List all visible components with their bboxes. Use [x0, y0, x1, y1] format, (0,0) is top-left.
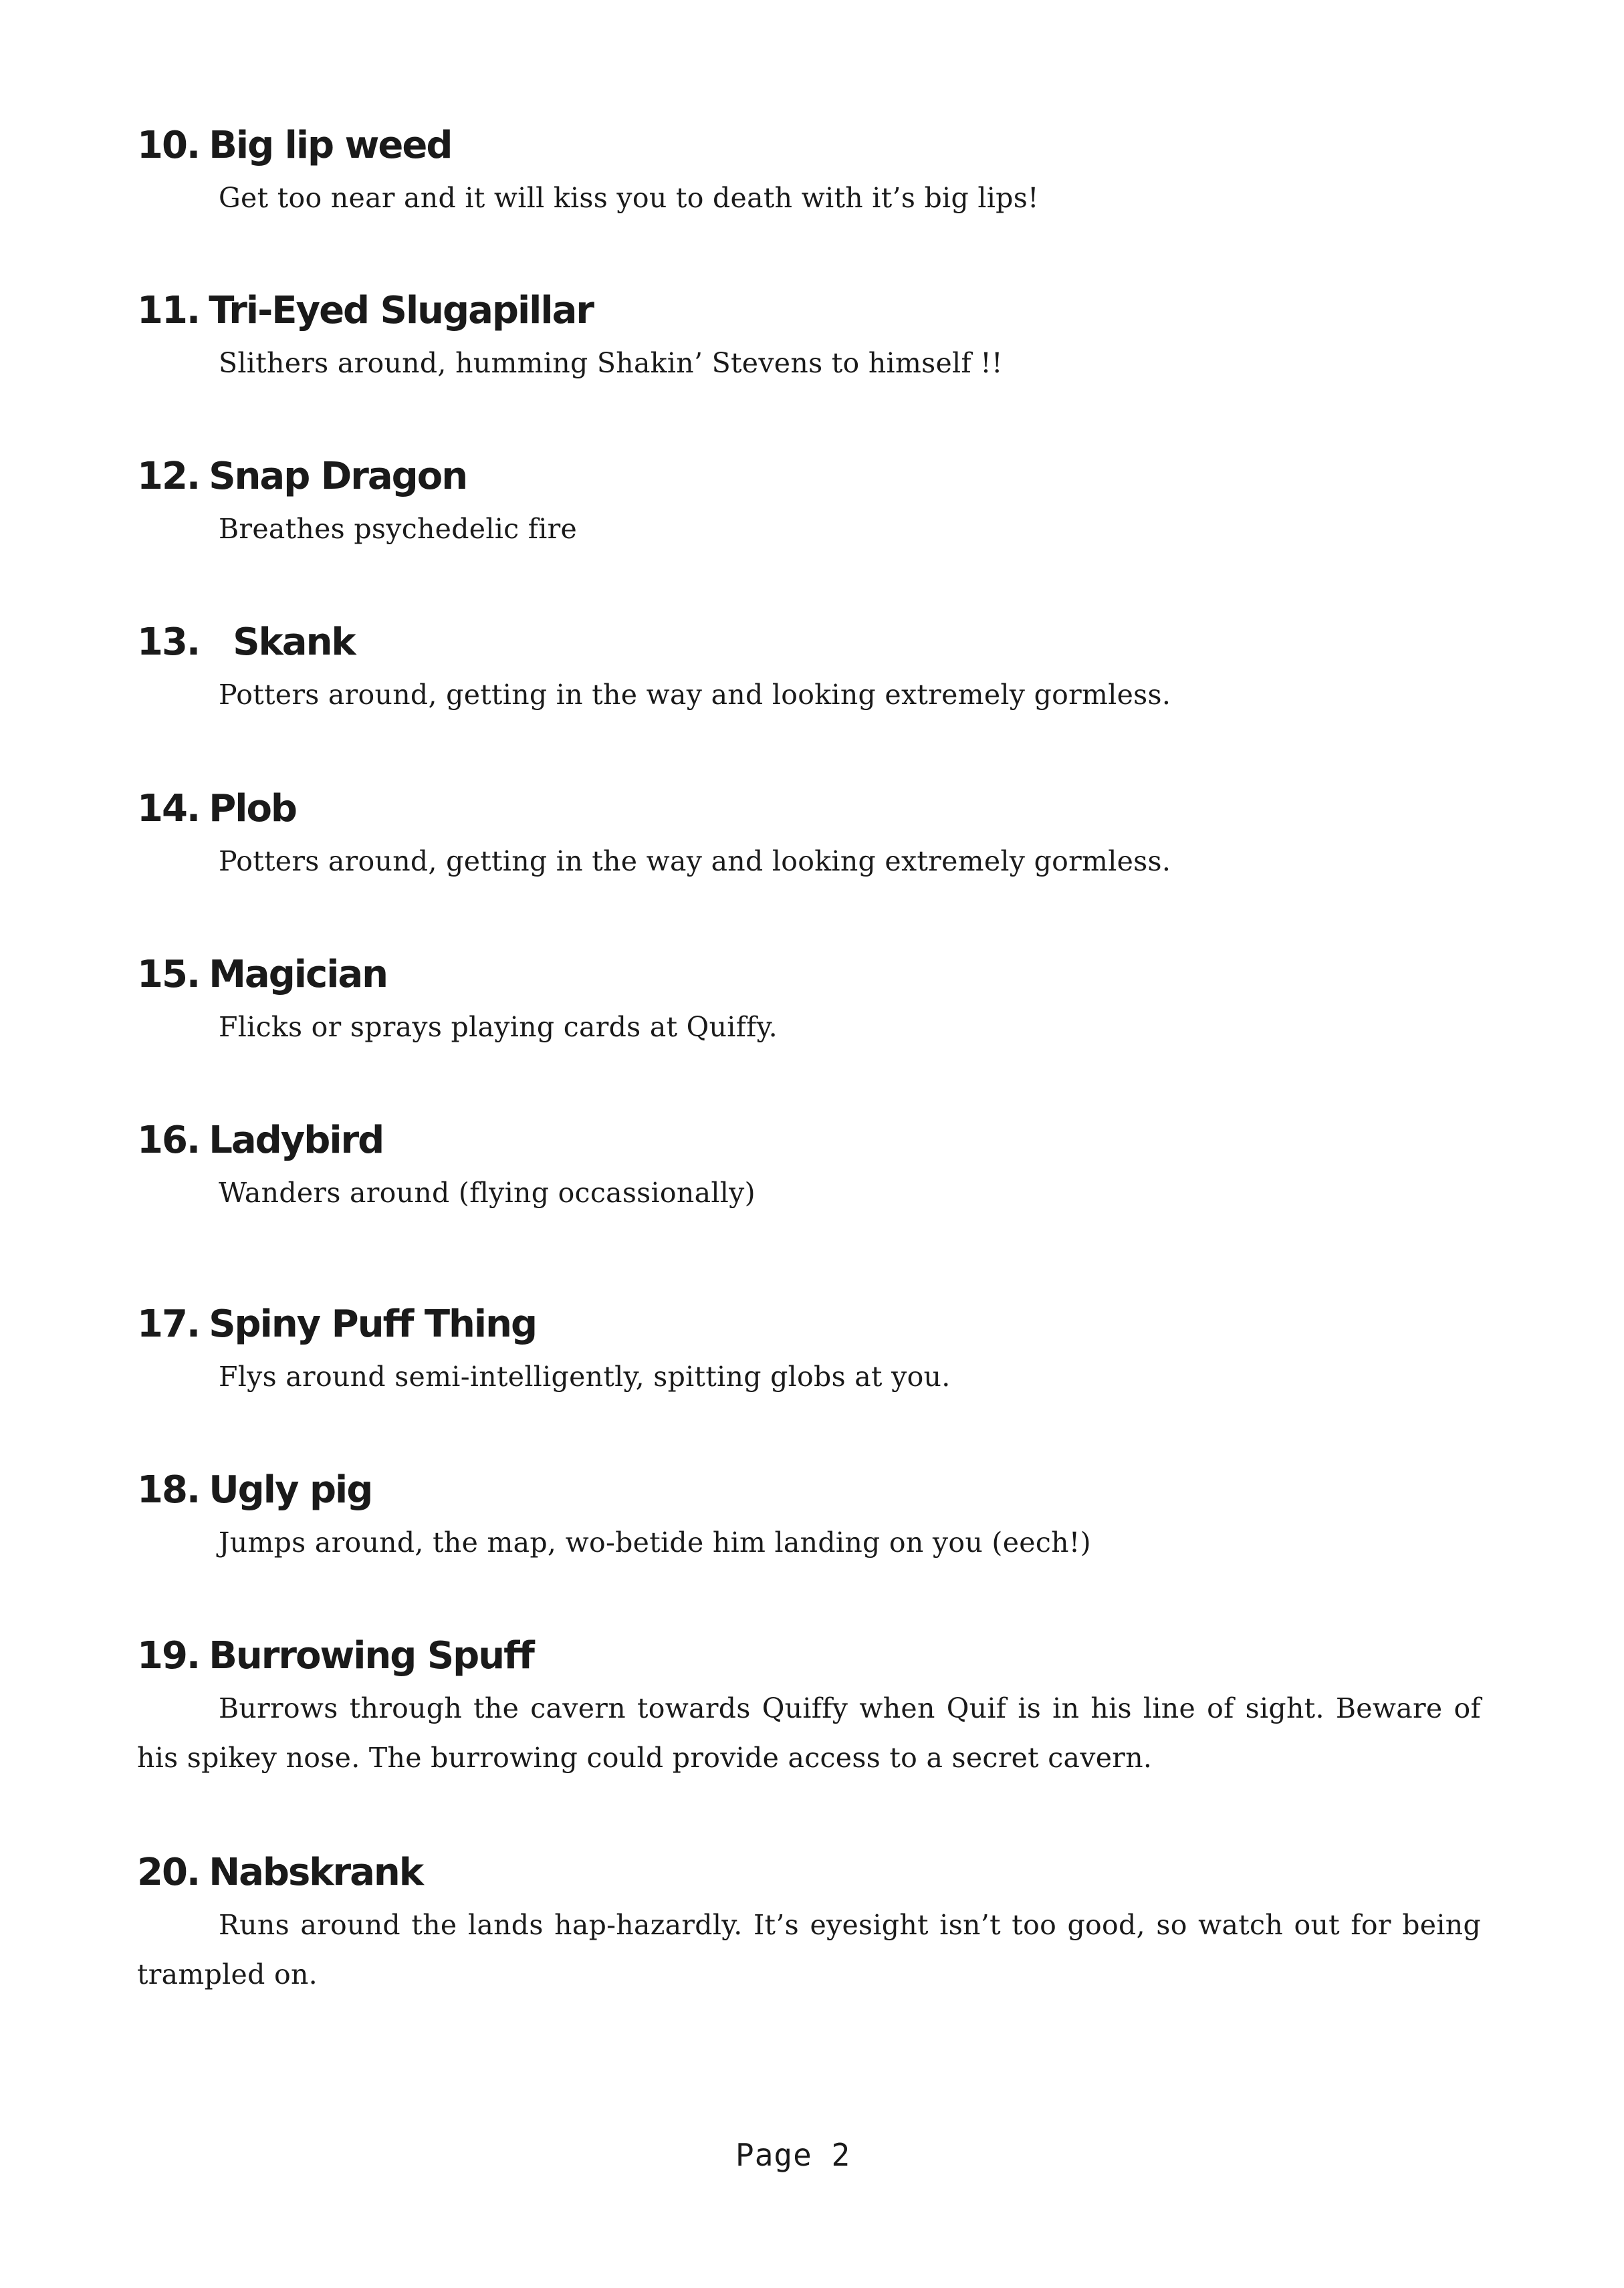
- entry-name: Nabskrank: [209, 1851, 423, 1894]
- entry-description: Breathes psychedelic fire: [219, 513, 578, 545]
- entry-number: 12.: [137, 455, 200, 498]
- entry-ugly-pig: [137, 1467, 1481, 1567]
- entry-name: Skank: [233, 620, 355, 664]
- entry-skank: [137, 619, 1481, 719]
- page-number: Page 2: [735, 2137, 851, 2173]
- entry-description: Get too near and it will kiss you to death with it’s big lips!: [219, 182, 1039, 214]
- entry-snap-dragon: [137, 453, 1481, 554]
- entry-title: [137, 786, 1481, 832]
- entry-description: Burrows through the cavern towards Quiffy when Quif is in his line of sight. Beware of his spikey nose. The burrowing could provide access to a secret cavern.: [137, 1692, 1481, 1774]
- entry-number: 15.: [137, 953, 200, 996]
- entry-title: [137, 1849, 1481, 1896]
- entry-nabskrank: [137, 1849, 1481, 1999]
- entry-title: [137, 288, 1481, 334]
- entry-description: Potters around, getting in the way and looking extremely gormless.: [219, 679, 1171, 711]
- entry-name: Spiny Puff Thing: [209, 1302, 537, 1346]
- entry-name: Plob: [209, 787, 296, 830]
- entry-description: Jumps around, the map, wo-betide him landing on you (eech!): [219, 1526, 1091, 1559]
- entry-title: [137, 1633, 1481, 1680]
- entry-title: [137, 453, 1481, 500]
- entry-name: Burrowing Spuff: [209, 1634, 534, 1678]
- entry-number: 10.: [137, 124, 200, 167]
- entry-title: [137, 1467, 1481, 1514]
- entry-description: Runs around the lands hap-hazardly. It’s eyesight isn’t too good, so watch out for being trampled on.: [137, 1909, 1481, 1990]
- entry-plob: [137, 786, 1481, 886]
- entry-number: 14.: [137, 787, 200, 830]
- entry-description: Slithers around, humming Shakin’ Stevens to himself !!: [219, 347, 1003, 379]
- entry-number: 20.: [137, 1851, 200, 1894]
- entry-number: 18.: [137, 1468, 200, 1512]
- entry-burrowing-spuff: [137, 1633, 1481, 1783]
- entry-number: 11.: [137, 289, 200, 332]
- entry-description: Flicks or sprays playing cards at Quiffy.: [219, 1011, 778, 1043]
- entry-number: 19.: [137, 1634, 200, 1678]
- entry-title: [137, 619, 1481, 666]
- entry-name: Ladybird: [209, 1119, 384, 1162]
- entry-number: 17.: [137, 1302, 200, 1346]
- entry-name: Big lip weed: [209, 124, 452, 167]
- entry-ladybird: [137, 1117, 1481, 1218]
- entry-name: Magician: [209, 953, 388, 996]
- entry-tri-eyed-slugapillar: [137, 288, 1481, 388]
- entry-description: Potters around, getting in the way and looking extremely gormless.: [219, 845, 1171, 877]
- entry-description: Wanders around (flying occassionally): [219, 1177, 756, 1209]
- entry-magician: [137, 951, 1481, 1052]
- entry-number: 16.: [137, 1119, 200, 1162]
- entry-big-lip-weed: [137, 122, 1481, 223]
- entry-number: 13.: [137, 620, 200, 664]
- entry-spiny-puff-thing: [137, 1301, 1481, 1401]
- entry-title: [137, 951, 1481, 998]
- entry-title: [137, 122, 1481, 169]
- entry-title: [137, 1301, 1481, 1348]
- entry-name: Ugly pig: [209, 1468, 372, 1512]
- entry-name: Snap Dragon: [209, 455, 467, 498]
- entry-description: Flys around semi-intelligently, spitting globs at you.: [219, 1361, 951, 1393]
- entry-name: Tri-Eyed Slugapillar: [209, 289, 593, 332]
- entry-title: [137, 1117, 1481, 1164]
